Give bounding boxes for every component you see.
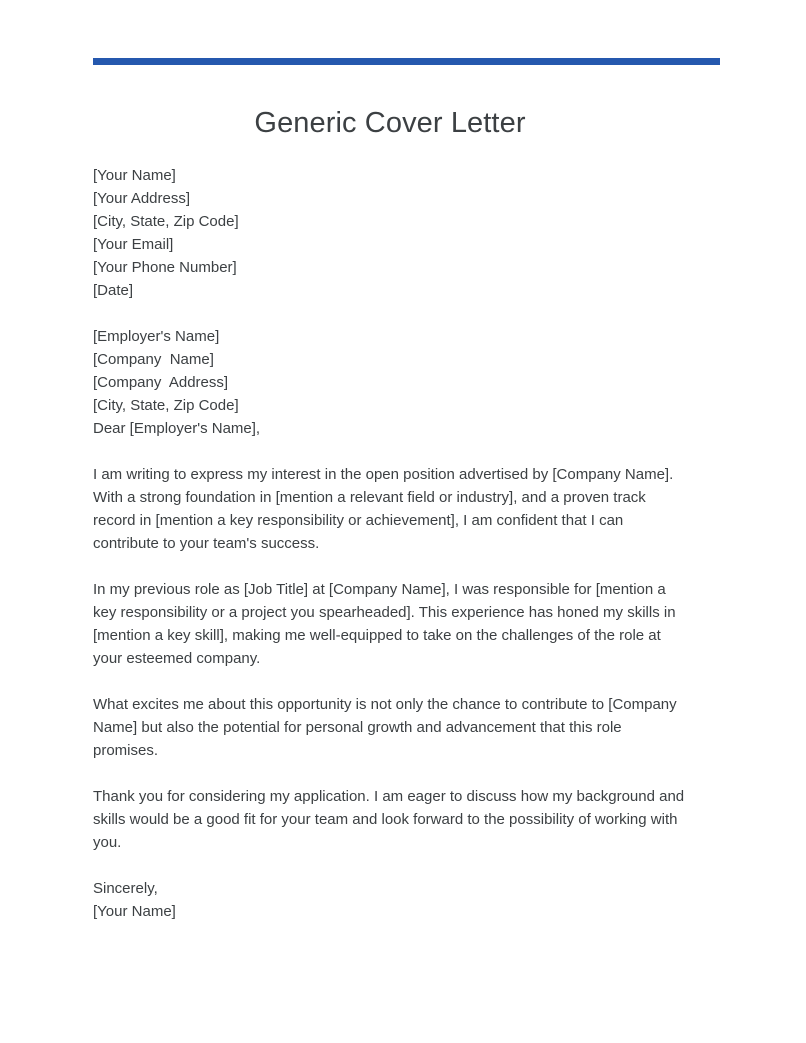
blue-divider-rule <box>93 58 720 65</box>
closing-salutation: Sincerely, <box>93 880 158 897</box>
sender-address-block <box>93 164 685 302</box>
sender-line: [Your Phone Number] <box>93 259 237 276</box>
recipient-line: [Company Address] <box>93 374 229 391</box>
page-title: Generic Cover Letter <box>254 107 526 139</box>
body-paragraph: Thank you for considering my application. I am eager to discuss how my background and skills would be a good fit for your team and look forward to the possibility of working with you. <box>93 788 685 851</box>
signature-name: [Your Name] <box>93 903 176 920</box>
sender-line: [City, State, Zip Code] <box>93 213 239 230</box>
recipient-line: [City, State, Zip Code] <box>93 397 239 414</box>
sender-line: [Your Name] <box>93 167 176 184</box>
salutation-line: Dear [Employer's Name], <box>93 420 261 437</box>
sender-line: [Date] <box>93 282 134 299</box>
sender-line: [Your Address] <box>93 190 191 207</box>
sender-line: [Your Email] <box>93 236 174 253</box>
body-paragraph: In my previous role as [Job Title] at [Company Name], I was responsible for [mention a key responsibility or a project you spearheaded]. This experience has honed my skills in [mention a key skill], making me well-equipped to take on the challenges of the role at your esteemed company. <box>93 581 676 667</box>
recipient-address-block <box>93 325 685 440</box>
closing-block <box>93 877 685 923</box>
body-paragraph: I am writing to express my interest in the open position advertised by [Company Name]. With a strong foundation in [mention a relevant field or industry], and a proven track record in [mention a key responsibility or achievement], I am confident that I can contribute to your team's success. <box>93 466 674 552</box>
recipient-line: [Company Name] <box>93 351 214 368</box>
body-paragraph: What excites me about this opportunity is not only the chance to contribute to [Company Name] but also the potential for personal growth and advancement that this role promises. <box>93 696 677 759</box>
letter-body <box>93 164 685 923</box>
recipient-line: [Employer's Name] <box>93 328 220 345</box>
